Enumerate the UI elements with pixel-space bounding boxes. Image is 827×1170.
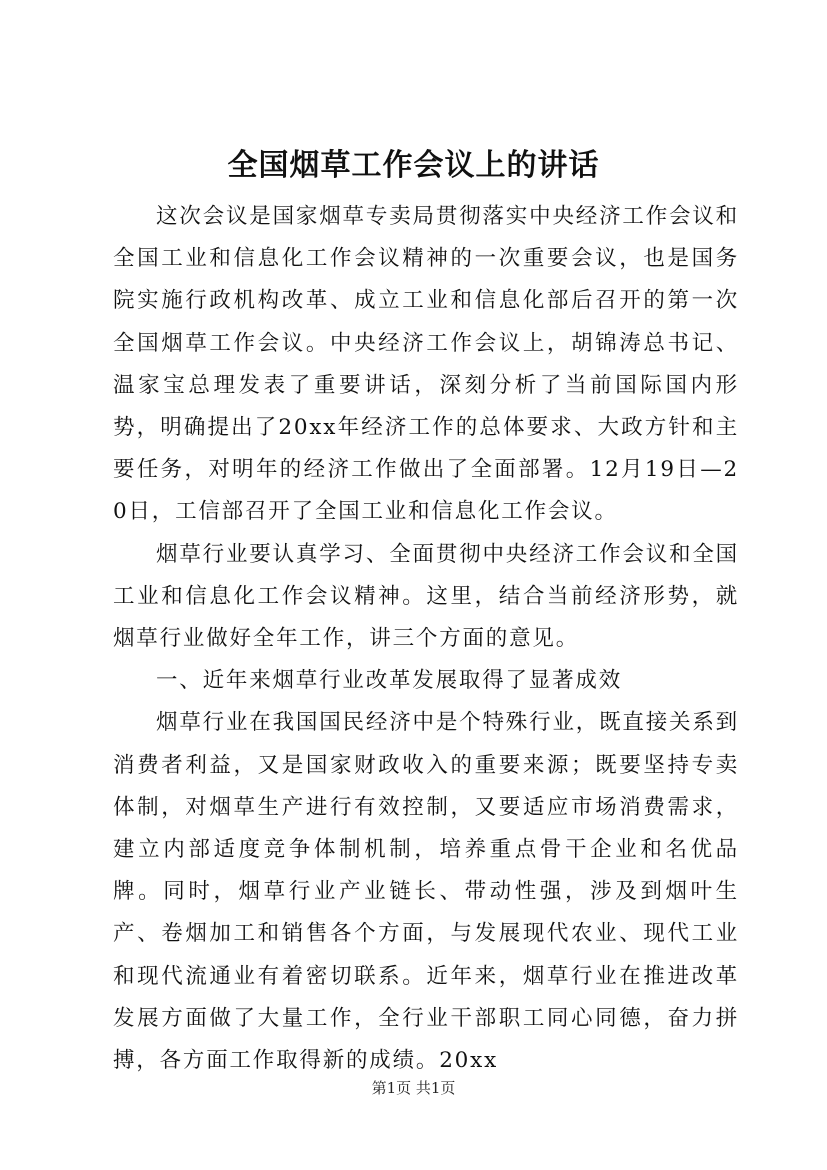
paragraph-2: 烟草行业要认真学习、全面贯彻中央经济工作会议和全国工业和信息化工作会议精神。这里，结合当前经济形势，就烟草行业做好全年工作，讲三个方面的意见。 bbox=[113, 541, 739, 652]
document-title: 全国烟草工作会议上的讲话 bbox=[227, 148, 600, 183]
section-heading-1: 一、近年来烟草行业改革发展取得了显著成效 bbox=[156, 668, 623, 694]
page-footer: 第1页 共1页 bbox=[371, 1079, 456, 1097]
paragraph-1: 这次会议是国家烟草专卖局贯彻落实中央经济工作会议和全国工业和信息化工作会议精神的一次重要会议，也是国务院实施行政机构改革、成立工业和信息化部后召开的第一次全国烟草工作会议。中央经济工作会议上，胡锦涛总书记、温家宝总理发表了重要讲话，深刻分析了当前国际国内形势，明确提出了20xx年经济工作的总体要求、大政方针和主要任务，对明年的经济工作做出了全面部署。12月19日—20日，工信部召开了全国工业和信息化工作会议。 bbox=[113, 204, 739, 525]
paragraph-3: 烟草行业在我国国民经济中是个特殊行业，既直接关系到消费者利益，又是国家财政收入的重要来源；既要坚持专卖体制，对烟草生产进行有效控制，又要适应市场消费需求，建立内部适度竞争体制机制，培养重点骨干企业和名优品牌。同时，烟草行业产业链长、带动性强，涉及到烟叶生产、卷烟加工和销售各个方面，与发展现代农业、现代工业和现代流通业有着密切联系。近年来，烟草行业在推进改革发展方面做了大量工作，全行业干部职工同心同德，奋力拼搏，各方面工作取得新的成绩。20xx bbox=[113, 710, 739, 1074]
document-body bbox=[113, 196, 739, 1082]
